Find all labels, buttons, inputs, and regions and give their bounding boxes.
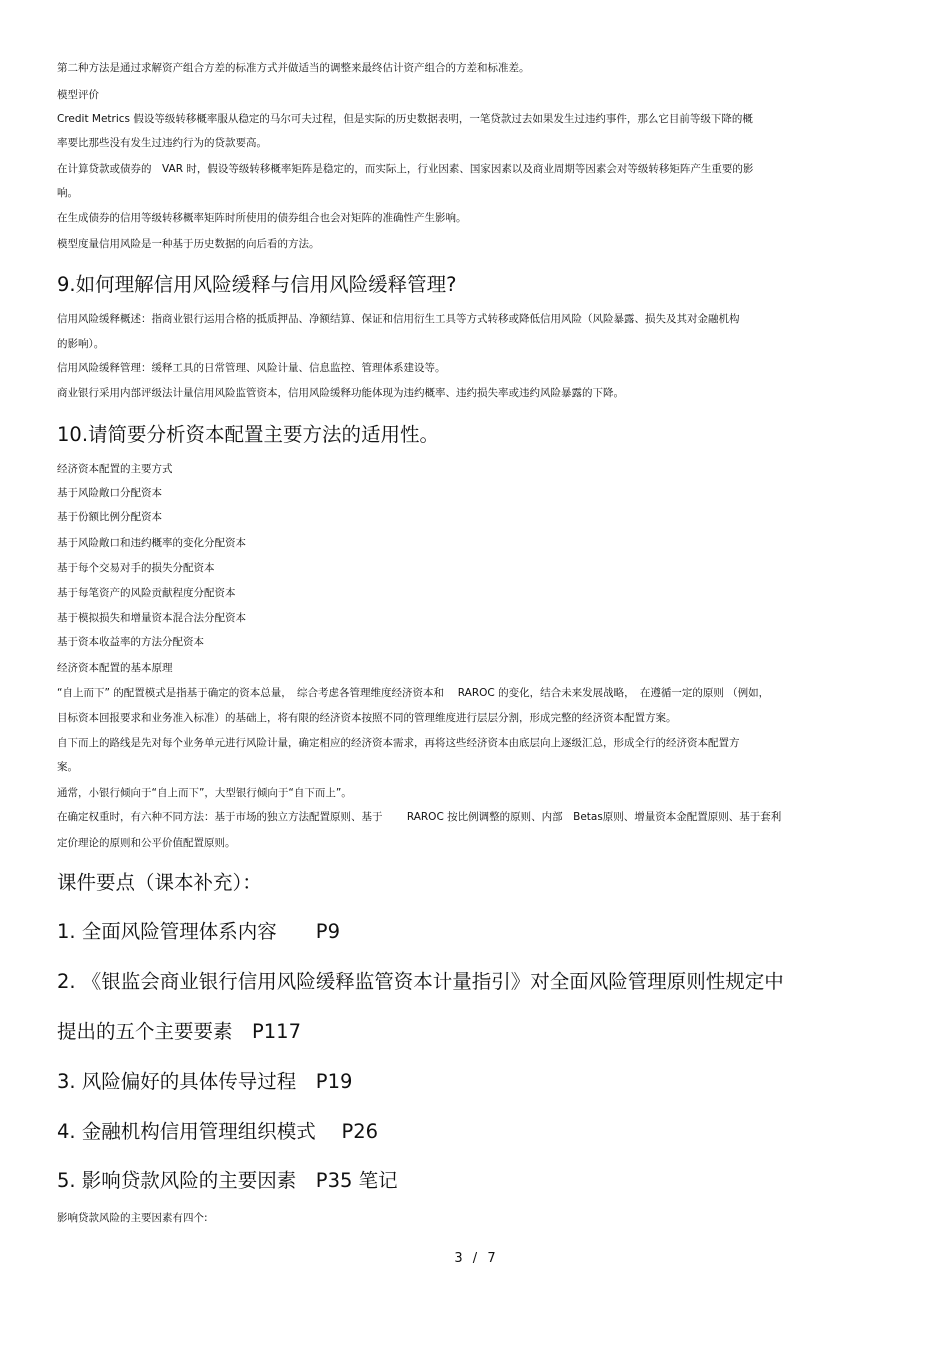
note-item: 4. 金融机构信用管理组织模式 P26 xyxy=(57,1120,379,1143)
list-item: 基于份额比例分配资本 xyxy=(57,511,162,523)
list-item: 基于每个交易对手的损失分配资本 xyxy=(57,562,215,574)
note-item: 提出的五个主要要素 P117 xyxy=(57,1020,301,1043)
paragraph-line: 商业银行采用内部评级法计量信用风险监管资本，信用风险缓释功能体现为违约概率、违约损失率或违约风险暴露的下降。 xyxy=(57,387,624,399)
question-10-heading: 10.请简要分析资本配置主要方法的适用性。 xyxy=(57,423,440,446)
list-item: 基于风险敞口和违约概率的变化分配资本 xyxy=(57,537,246,549)
paragraph-line: Credit Metrics 假设等级转移概率服从稳定的马尔可夫过程，但是实际的历史数据表明，一笔贷款过去如果发生过违约事件，那么它目前等级下降的概 xyxy=(57,113,753,125)
paragraph-line: 第二种方法是通过求解资产组合方差的标准方式并做适当的调整来最终估计资产组合的方差和标准差。 xyxy=(57,62,530,74)
total-pages: 7 xyxy=(487,1251,496,1266)
paragraph-line: 案。 xyxy=(57,761,78,773)
paragraph-line: 定价理论的原则和公平价值配置原则。 xyxy=(57,837,236,849)
paragraph-line: 在确定权重时，有六种不同方法：基于市场的独立方法配置原则、基于 RAROC 按比例调整的原则、内部 Betas原则、增量资本金配置原则、基于套利 xyxy=(57,811,782,823)
section-label: 经济资本配置的主要方式 xyxy=(57,463,173,475)
current-page: 3 xyxy=(454,1251,463,1266)
paragraph-line: 率要比那些没有发生过违约行为的贷款要高。 xyxy=(57,137,267,149)
note-item: 1. 全面风险管理体系内容 P9 xyxy=(57,920,340,943)
paragraph-line: 信用风险缓释管理：缓释工具的日常管理、风险计量、信息监控、管理体系建设等。 xyxy=(57,362,446,374)
paragraph-line: “自上而下” 的配置模式是指基于确定的资本总量， 综合考虑各管理维度经济资本和 RAROC 的变化，结合未来发展战略， 在遵循一定的原则 （例如， xyxy=(57,687,770,699)
section-label: 模型评价 xyxy=(57,89,99,101)
page-separator: / xyxy=(472,1251,478,1266)
list-item: 基于模拟损失和增量资本混合法分配资本 xyxy=(57,612,246,624)
question-9-heading: 9.如何理解信用风险缓释与信用风险缓释管理? xyxy=(57,273,457,296)
note-item: 3. 风险偏好的具体传导过程 P19 xyxy=(57,1070,353,1093)
paragraph-line: 影响贷款风险的主要因素有四个: xyxy=(57,1212,208,1224)
paragraph-line: 的影响）。 xyxy=(57,338,105,350)
paragraph-line: 信用风险缓释概述：指商业银行运用合格的抵质押品、净额结算、保证和信用衍生工具等方式转移或降低信用风险（风险暴露、损失及其对金融机构 xyxy=(57,313,740,325)
paragraph-line: 在计算贷款或债券的 VAR 时，假设等级转移概率矩阵是稳定的，而实际上，行业因素、国家因素以及商业周期等因素会对等级转移矩阵产生重要的影 xyxy=(57,163,754,175)
paragraph-line: 通常，小银行倾向于“自上而下”，大型银行倾向于“自下而上”。 xyxy=(57,787,352,799)
list-item: 基于每笔资产的风险贡献程度分配资本 xyxy=(57,587,236,599)
list-item: 基于风险敞口分配资本 xyxy=(57,487,162,499)
paragraph-line: 在生成债券的信用等级转移概率矩阵时所使用的债券组合也会对矩阵的准确性产生影响。 xyxy=(57,212,467,224)
note-item: 5. 影响贷款风险的主要因素 P35 笔记 xyxy=(57,1169,398,1192)
paragraph-line: 目标资本回报要求和业务准入标准）的基础上，将有限的经济资本按照不同的管理维度进行层层分割，形成完整的经济资本配置方案。 xyxy=(57,712,677,724)
paragraph-line: 模型度量信用风险是一种基于历史数据的向后看的方法。 xyxy=(57,238,320,250)
note-item: 2. 《银监会商业银行信用风险缓释监管资本计量指引》对全面风险管理原则性规定中 xyxy=(57,970,784,993)
notes-heading: 课件要点（课本补充）： xyxy=(57,871,262,894)
page-number xyxy=(0,1252,950,1265)
list-item: 基于资本收益率的方法分配资本 xyxy=(57,636,204,648)
paragraph-line: 响。 xyxy=(57,187,78,199)
paragraph-line: 自下而上的路线是先对每个业务单元进行风险计量，确定相应的经济资本需求，再将这些经济资本由底层向上逐级汇总，形成全行的经济资本配置方 xyxy=(57,737,740,749)
section-label: 经济资本配置的基本原理 xyxy=(57,662,173,674)
